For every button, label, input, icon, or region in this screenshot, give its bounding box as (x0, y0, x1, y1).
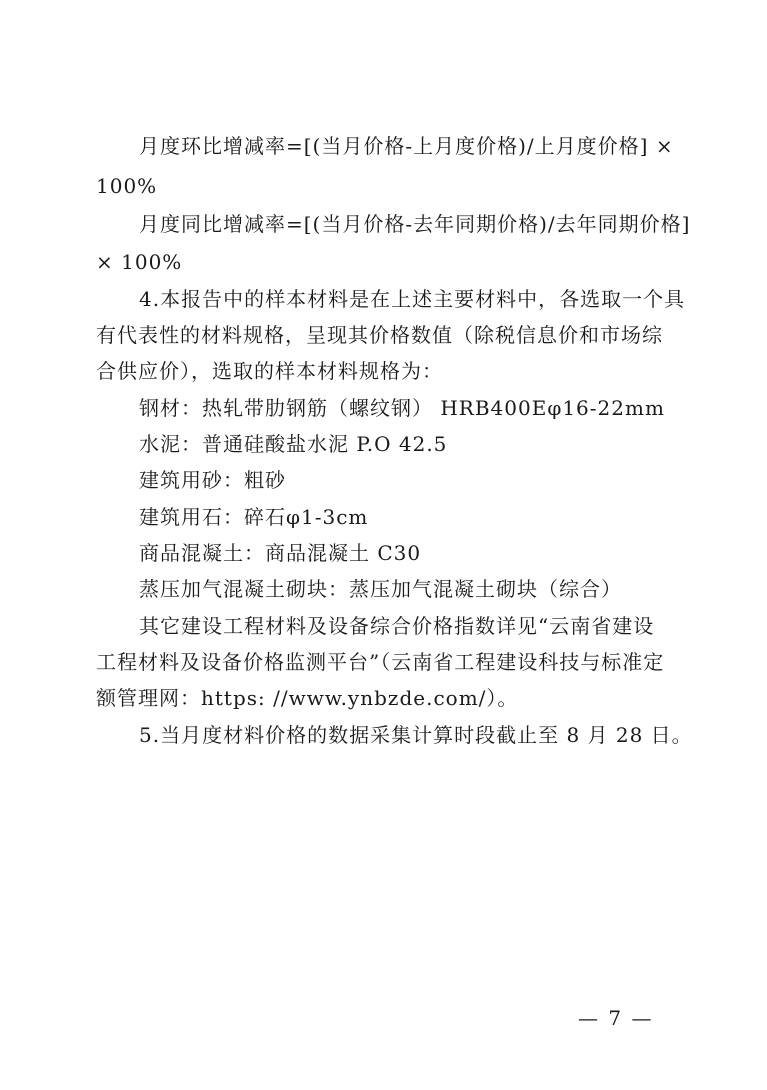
formula-mom-line-1: 月度环比增减率=[(当月价格-上月度价格)/上月度价格] × (139, 134, 674, 158)
formula-mom-line-2: 100% (96, 174, 158, 198)
other-materials-line-2: 工程材料及设备价格监测平台”（云南省工程建设科技与标准定 (96, 650, 665, 674)
sample-steel: 钢材：热轧带肋钢筋（螺纹钢） HRB400Eφ16-22mm (139, 396, 665, 420)
item-4-line-1: 4.本报告中的样本材料是在上述主要材料中，各选取一个具 (139, 287, 686, 311)
other-materials-line-3: 额管理网：https: //www.ynbzde.com/）。 (96, 686, 519, 710)
sample-concrete: 商品混凝土：商品混凝土 C30 (139, 541, 422, 565)
item-5-line: 5.当月度材料价格的数据采集计算时段截止至 8 月 28 日。 (139, 723, 693, 747)
sample-cement: 水泥：普通硅酸盐水泥 P.O 42.5 (139, 432, 448, 456)
formula-yoy-line-1: 月度同比增减率=[(当月价格-去年同期价格)/去年同期价格] (139, 212, 691, 236)
page-number: — 7 — (578, 1006, 654, 1030)
item-4-line-2: 有代表性的材料规格，呈现其价格数值（除税信息价和市场综 (96, 323, 663, 347)
formula-yoy-line-2: × 100% (96, 250, 183, 274)
sample-aerated-block: 蒸压加气混凝土砌块：蒸压加气混凝土砌块（综合） (139, 577, 622, 601)
sample-sand: 建筑用砂：粗砂 (139, 468, 286, 492)
sample-stone: 建筑用石：碎石φ1-3cm (139, 505, 369, 529)
other-materials-line-1: 其它建设工程材料及设备综合价格指数详见“云南省建设 (139, 614, 655, 638)
item-4-line-3: 合供应价），选取的样本材料规格为： (96, 359, 443, 383)
